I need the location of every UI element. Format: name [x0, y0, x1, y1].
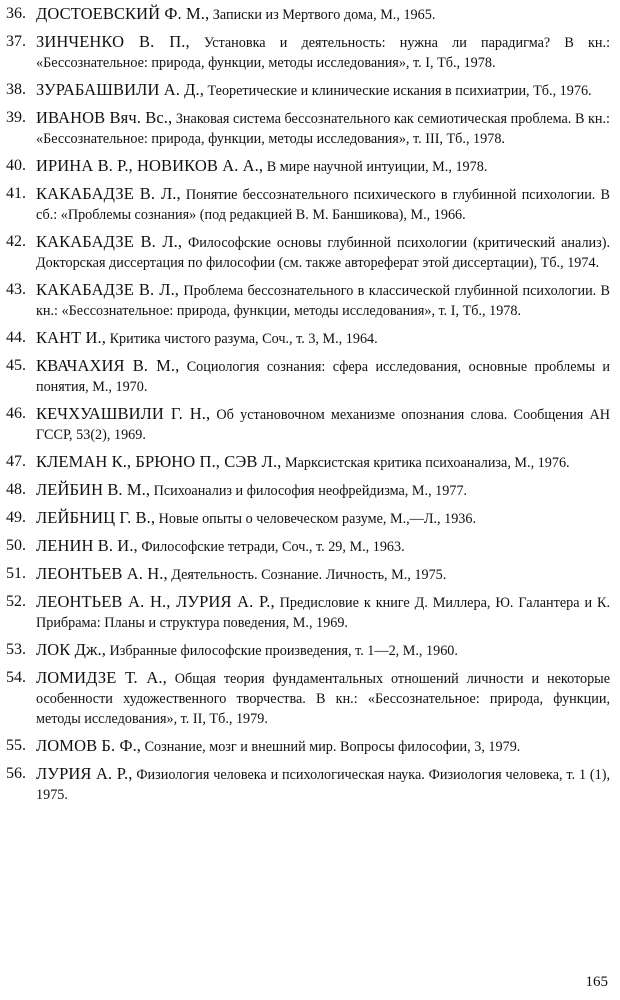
- reference-entry: [6, 108, 610, 149]
- reference-entry: [6, 736, 610, 757]
- reference-text: [36, 184, 610, 225]
- reference-text: [36, 536, 610, 557]
- reference-number: 41.: [6, 185, 26, 202]
- reference-body: Психоанализ и философия неофрейдизма, М., 1977.: [153, 483, 468, 499]
- reference-text: [36, 4, 610, 25]
- reference-number: 53.: [6, 641, 26, 658]
- reference-author: КВАЧАХИЯ В. М.,: [36, 356, 180, 375]
- reference-text: [36, 640, 610, 661]
- reference-number: 46.: [6, 405, 26, 422]
- reference-entry: [6, 280, 610, 321]
- reference-text: [36, 80, 610, 101]
- reference-author: ЛЕЙБИН В. М.,: [36, 480, 151, 499]
- reference-entry: [6, 80, 610, 101]
- reference-text: [36, 736, 610, 757]
- reference-entry: [6, 232, 610, 273]
- reference-text: [36, 328, 610, 349]
- reference-body: Философские основы глубинной психологии (критический анализ). Докторская диссертация по философии (см. также автореферат этой диссертации), Тб., 1974.: [36, 235, 610, 271]
- reference-text: [36, 32, 610, 73]
- reference-author: КАНТ И.,: [36, 328, 107, 347]
- reference-number: 55.: [6, 737, 26, 754]
- reference-number: 48.: [6, 481, 26, 498]
- reference-text: [36, 480, 610, 501]
- reference-text: [36, 404, 610, 445]
- reference-entry: [6, 564, 610, 585]
- reference-body: Новые опыты о человеческом разуме, М.,—Л., 1936.: [158, 511, 477, 527]
- reference-body: Критика чистого разума, Соч., т. 3, М., 1964.: [109, 331, 378, 347]
- reference-entry: [6, 640, 610, 661]
- reference-body: Сознание, мозг и внешний мир. Вопросы философии, 3, 1979.: [144, 739, 521, 755]
- reference-text: [36, 564, 610, 585]
- reference-number: 51.: [6, 565, 26, 582]
- reference-body: Об установочном механизме опознания слова. Сообщения АН ГССР, 53(2), 1969.: [36, 407, 611, 443]
- reference-text: [36, 592, 610, 633]
- reference-entry: [6, 328, 610, 349]
- reference-entry: [6, 452, 610, 473]
- reference-body: Марксистская критика психоанализа, М., 1976.: [284, 455, 570, 471]
- reference-author: ДОСТОЕВСКИЙ Ф. М.,: [36, 4, 210, 23]
- reference-body: В мире научной интуиции, М., 1978.: [266, 159, 488, 175]
- reference-entry: [6, 508, 610, 529]
- reference-number: 40.: [6, 157, 26, 174]
- reference-body: Установка и деятельность: нужна ли парадигма? В кн.: «Бессознательное: природа, функции, методы исследования», т. I, Тб., 1978.: [36, 35, 611, 71]
- reference-body: Знаковая система бессознательного как семиотическая проблема. В кн.: «Бессознательное: природа, функции, методы исследования», т. III, Тб., 1978.: [36, 111, 611, 147]
- reference-author: ЗИНЧЕНКО В. П.,: [36, 32, 190, 51]
- reference-author: ЛЕОНТЬЕВ А. Н.,: [36, 564, 168, 583]
- reference-body: Деятельность. Сознание. Личность, М., 1975.: [171, 567, 447, 583]
- reference-text: [36, 452, 610, 473]
- reference-entry: [6, 4, 610, 25]
- reference-author: ЛОМОВ Б. Ф.,: [36, 736, 142, 755]
- reference-entry: [6, 764, 610, 805]
- reference-author: ЛОК Дж.,: [36, 640, 106, 659]
- page-number: 165: [585, 974, 608, 990]
- reference-number: 52.: [6, 593, 26, 610]
- reference-text: [36, 232, 610, 273]
- reference-author: ЛОМИДЗЕ Т. А.,: [36, 668, 167, 687]
- reference-number: 44.: [6, 329, 26, 346]
- reference-author: ЛЕНИН В. И.,: [36, 536, 138, 555]
- reference-entry: [6, 156, 610, 177]
- reference-author: КАКАБАДЗЕ В. Л.,: [36, 280, 180, 299]
- reference-body: Теоретические и клинические искания в психиатрии, Тб., 1976.: [207, 83, 592, 99]
- reference-author: КАКАБАДЗЕ В. Л.,: [36, 232, 183, 251]
- reference-number: 43.: [6, 281, 26, 298]
- reference-list: [6, 4, 610, 805]
- reference-body: Социология сознания: сфера исследования, основные проблемы и понятия, М., 1970.: [36, 359, 610, 395]
- reference-entry: [6, 32, 610, 73]
- reference-author: ЗУРАБАШВИЛИ А. Д.,: [36, 80, 204, 99]
- reference-author: ЛЕОНТЬЕВ А. Н., ЛУРИЯ А. Р.,: [36, 592, 275, 611]
- reference-number: 54.: [6, 669, 26, 686]
- reference-entry: [6, 668, 610, 729]
- reference-body: Избранные философские произведения, т. 1—2, М., 1960.: [109, 643, 458, 659]
- reference-text: [36, 668, 610, 729]
- reference-body: Физиология человека и психологическая наука. Физиология человека, т. 1 (1), 1975.: [36, 767, 611, 803]
- reference-text: [36, 280, 610, 321]
- reference-body: Проблема бессознательного в классической глубинной психологии. В кн.: «Бессознательное: природа, функции, методы исследования», т. I, Тб., 1978.: [36, 283, 611, 319]
- reference-body: Предисловие к книге Д. Миллера, Ю. Галантера и К. Прибрама: Планы и структура поведения, М., 1969.: [36, 595, 611, 631]
- reference-number: 45.: [6, 357, 26, 374]
- reference-text: [36, 108, 610, 149]
- reference-text: [36, 156, 610, 177]
- reference-text: [36, 764, 610, 805]
- reference-author: КАКАБАДЗЕ В. Л.,: [36, 184, 181, 203]
- reference-author: ЛЕЙБНИЦ Г. В.,: [36, 508, 156, 527]
- reference-number: 39.: [6, 109, 26, 126]
- reference-author: КЕЧХУАШВИЛИ Г. Н.,: [36, 404, 211, 423]
- reference-entry: [6, 592, 610, 633]
- reference-entry: [6, 404, 610, 445]
- reference-entry: [6, 356, 610, 397]
- reference-body: Записки из Мертвого дома, М., 1965.: [212, 7, 436, 23]
- reference-text: [36, 356, 610, 397]
- reference-number: 47.: [6, 453, 26, 470]
- reference-body: Понятие бессознательного психического в глубинной психологии. В сб.: «Проблемы сознания» (под редакцией В. М. Баншикова), М., 1966.: [36, 187, 610, 223]
- reference-entry: [6, 536, 610, 557]
- reference-text: [36, 508, 610, 529]
- reference-number: 37.: [6, 33, 26, 50]
- reference-body: Общая теория фундаментальных отношений личности и некоторые особенности художественного творчества. В кн.: «Бессознательное: природа, функции, методы исследования», т. II, Тб., 1979.: [36, 671, 611, 727]
- reference-author: ЛУРИЯ А. Р.,: [36, 764, 133, 783]
- reference-author: КЛЕМАН К., БРЮНО П., СЭВ Л.,: [36, 452, 282, 471]
- reference-number: 50.: [6, 537, 26, 554]
- reference-number: 36.: [6, 5, 26, 22]
- reference-entry: [6, 184, 610, 225]
- reference-number: 56.: [6, 765, 26, 782]
- reference-entry: [6, 480, 610, 501]
- reference-number: 49.: [6, 509, 26, 526]
- reference-number: 42.: [6, 233, 26, 250]
- reference-author: ИВАНОВ Вяч. Вс.,: [36, 108, 173, 127]
- reference-body: Философские тетради, Соч., т. 29, М., 1963.: [141, 539, 405, 555]
- reference-number: 38.: [6, 81, 26, 98]
- reference-author: ИРИНА В. Р., НОВИКОВ А. А.,: [36, 156, 264, 175]
